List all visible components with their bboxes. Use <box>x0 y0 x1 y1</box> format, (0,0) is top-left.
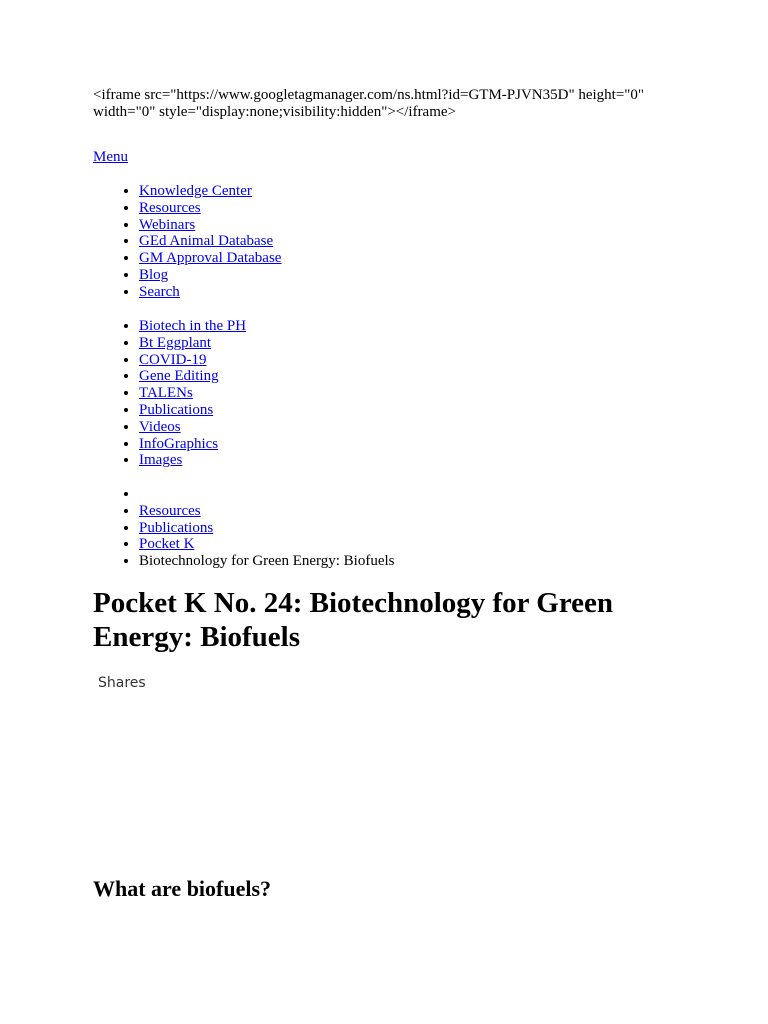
page-title: Pocket K No. 24: Biotechnology for Green Energy: Biofuels <box>93 587 614 653</box>
nav-item-covid-19 <box>139 352 246 369</box>
section-heading: What are biofuels? <box>93 876 272 901</box>
nav-item-knowledge-center <box>139 183 281 200</box>
nav-item-gm-approval-database <box>139 250 281 267</box>
nav-link-covid-19[interactable]: COVID-19 <box>139 351 207 368</box>
noscript-iframe-text: <iframe src="https://www.googletagmanager.com/ns.html?id=GTM-PJVN35D" height="0" width="0" style="display:none;visibility:hidden"></iframe> <box>93 87 645 120</box>
nav-link-webinars[interactable]: Webinars <box>139 216 196 233</box>
nav-item-publications <box>139 402 246 419</box>
nav-item-videos <box>139 419 246 436</box>
nav-item-resources <box>139 200 281 217</box>
breadcrumb-link-publications[interactable]: Publications <box>139 519 214 536</box>
breadcrumb-home[interactable] <box>139 486 395 503</box>
breadcrumb-item-pocket-k <box>139 536 395 553</box>
breadcrumb-item-publications <box>139 520 395 537</box>
breadcrumb-link-resources[interactable]: Resources <box>139 502 201 519</box>
shares-label: Shares <box>98 675 146 691</box>
nav-link-videos[interactable]: Videos <box>139 418 181 435</box>
nav-link-resources[interactable]: Resources <box>139 199 201 216</box>
nav-link-blog[interactable]: Blog <box>139 266 169 283</box>
nav-link-gene-editing[interactable]: Gene Editing <box>139 368 219 385</box>
nav-link-infographics[interactable]: InfoGraphics <box>139 435 219 452</box>
nav-item-images <box>139 452 246 469</box>
nav-item-biotech-in-the-ph <box>139 318 246 335</box>
nav-link-bt-eggplant[interactable]: Bt Eggplant <box>139 334 212 351</box>
breadcrumb-link-pocket-k[interactable]: Pocket K <box>139 536 195 553</box>
breadcrumb-item-current <box>139 553 395 570</box>
nav-item-blog <box>139 267 281 284</box>
nav-link-gm-approval-database[interactable]: GM Approval Database <box>139 250 282 267</box>
nav-item-infographics <box>139 436 246 453</box>
nav-item-webinars <box>139 217 281 234</box>
nav-link-images[interactable]: Images <box>139 452 183 469</box>
nav-link-publications[interactable]: Publications <box>139 401 214 418</box>
nav-item-search <box>139 284 281 301</box>
breadcrumb-item-resources <box>139 503 395 520</box>
nav-link-talens[interactable]: TALENs <box>139 385 193 402</box>
primary-nav-list <box>93 183 281 301</box>
nav-item-talens <box>139 385 246 402</box>
nav-item-ged-animal-database <box>139 233 281 250</box>
nav-item-gene-editing <box>139 368 246 385</box>
nav-link-knowledge-center[interactable]: Knowledge Center <box>139 183 252 199</box>
nav-link-search[interactable]: Search <box>139 283 180 300</box>
nav-item-bt-eggplant <box>139 335 246 352</box>
nav-link-ged-animal-database[interactable]: GEd Animal Database <box>139 233 274 250</box>
secondary-nav-list <box>93 318 246 469</box>
breadcrumb <box>93 486 395 570</box>
menu-toggle-link[interactable]: Menu <box>93 149 128 165</box>
nav-link-biotech-in-the-ph[interactable]: Biotech in the PH <box>139 318 247 334</box>
breadcrumb-current: Biotechnology for Green Energy: Biofuels <box>139 553 395 570</box>
